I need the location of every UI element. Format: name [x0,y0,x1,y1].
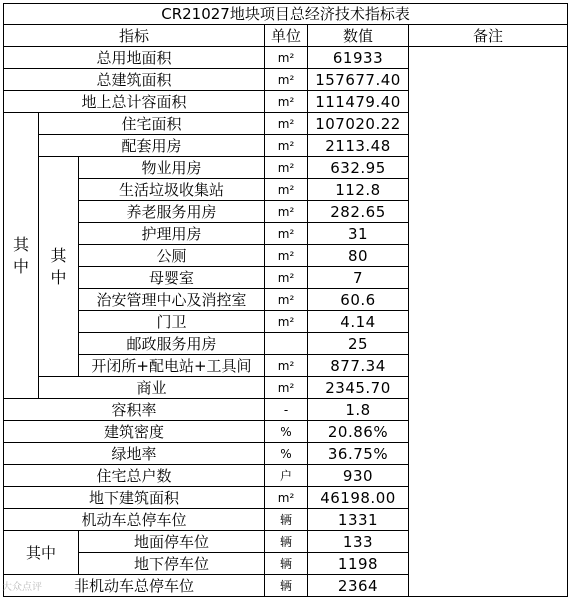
row-unit: m² [265,91,308,113]
row-name: 生活垃圾收集站 [79,179,265,201]
indicator-table [3,3,568,597]
header-row [4,25,568,47]
watermark: 大众点评 [2,582,42,593]
row-unit: 辆 [265,531,308,553]
row-name: 治安管理中心及消控室 [79,289,265,311]
row-name: 母婴室 [79,267,265,289]
group-label-inner [39,157,79,377]
row-name: 总建筑面积 [4,69,265,91]
row-unit: 辆 [265,553,308,575]
header-unit: 单位 [265,25,308,47]
row-name: 绿地率 [4,443,265,465]
row-name: 物业用房 [79,157,265,179]
row-value: 25 [308,333,409,355]
row-value: 282.65 [308,201,409,223]
row-name: 配套用房 [39,135,265,157]
row-unit: m² [265,135,308,157]
row-value: 930 [308,465,409,487]
row-value: 2345.70 [308,377,409,399]
row-value: 60.6 [308,289,409,311]
row-value: 112.8 [308,179,409,201]
row-value: 7 [308,267,409,289]
indicator-sheet [3,3,567,593]
row-unit: m² [265,355,308,377]
row-name: 住宅总户数 [4,465,265,487]
row-unit: 户 [265,465,308,487]
row-value: 1331 [308,509,409,531]
row-value: 36.75% [308,443,409,465]
row-value: 2113.48 [308,135,409,157]
note-cell [409,47,568,597]
row-value: 1198 [308,553,409,575]
row-name: 护理用房 [79,223,265,245]
row-unit: - [265,399,308,421]
row-name: 地下停车位 [79,553,265,575]
row-unit: m² [265,245,308,267]
row-name: 地面停车位 [79,531,265,553]
table-row [4,47,568,69]
row-unit: m² [265,47,308,69]
row-value: 46198.00 [308,487,409,509]
row-unit: m² [265,157,308,179]
row-value: 31 [308,223,409,245]
row-value: 632.95 [308,157,409,179]
row-value: 1.8 [308,399,409,421]
row-value: 877.34 [308,355,409,377]
row-unit: m² [265,201,308,223]
header-indicator: 指标 [4,25,265,47]
group-label-outer [4,113,39,399]
row-unit: % [265,443,308,465]
row-name: 住宅面积 [39,113,265,135]
row-unit: m² [265,223,308,245]
row-value: 107020.22 [308,113,409,135]
row-name: 门卫 [79,311,265,333]
row-unit: 辆 [265,509,308,531]
group-label-outer-text: 其中 [13,234,30,276]
row-unit: m² [265,113,308,135]
row-name: 商业 [39,377,265,399]
row-value: 2364 [308,575,409,597]
row-unit: 辆 [265,575,308,597]
row-unit: % [265,421,308,443]
row-unit: m² [265,267,308,289]
row-unit: m² [265,69,308,91]
row-name: 机动车总停车位 [4,509,265,531]
row-unit: m² [265,487,308,509]
row-value: 80 [308,245,409,267]
row-name: 邮政服务用房 [79,333,265,355]
row-name: 养老服务用房 [79,201,265,223]
header-value: 数值 [308,25,409,47]
group-label-inner-text: 其中 [50,245,67,287]
row-name: 地下建筑面积 [4,487,265,509]
table-title: CR21027地块项目总经济技术指标表 [4,4,568,25]
row-unit: m² [265,289,308,311]
header-note: 备注 [409,25,568,47]
row-name: 公厕 [79,245,265,267]
row-unit: m² [265,179,308,201]
row-value: 61933 [308,47,409,69]
row-value: 157677.40 [308,69,409,91]
row-unit [265,333,308,355]
row-value: 111479.40 [308,91,409,113]
group-label-parking: 其中 [4,531,79,575]
row-name: 容积率 [4,399,265,421]
row-value: 4.14 [308,311,409,333]
row-value: 20.86% [308,421,409,443]
row-name: 地上总计容面积 [4,91,265,113]
title-row [4,4,568,25]
row-name: 建筑密度 [4,421,265,443]
row-name: 总用地面积 [4,47,265,69]
row-name: 非机动车总停车位 [4,575,265,597]
row-value: 133 [308,531,409,553]
row-unit: m² [265,377,308,399]
row-name: 开闭所+配电站+工具间 [79,355,265,377]
row-unit: m² [265,311,308,333]
